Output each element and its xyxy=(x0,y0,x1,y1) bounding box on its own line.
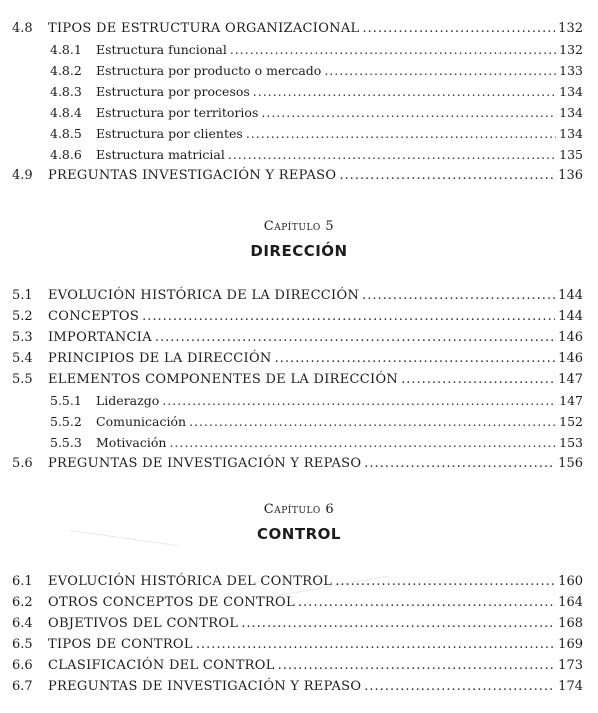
toc-entry-4-8-2 xyxy=(0,61,598,81)
entry-title: CLASIFICACIÓN DEL CONTROL xyxy=(48,658,275,673)
entry-title: Estructura por territorios xyxy=(96,105,259,120)
dot-leader xyxy=(335,572,555,592)
dot-leader xyxy=(155,328,555,348)
entry-page: 133 xyxy=(559,63,583,78)
entry-title: Comunicación xyxy=(96,414,187,429)
dot-leader xyxy=(339,166,555,186)
entry-page: 173 xyxy=(558,658,583,673)
dot-leader xyxy=(169,433,556,453)
entry-number: 5.5.1 xyxy=(50,393,82,408)
entry-page: 156 xyxy=(558,456,583,471)
dot-leader xyxy=(364,454,555,474)
dot-leader xyxy=(261,103,556,123)
entry-page: 169 xyxy=(558,637,583,652)
chapter-title: DIRECCIÓN xyxy=(250,242,348,260)
entry-title: Motivación xyxy=(96,435,167,450)
entry-title: OBJETIVOS DEL CONTROL xyxy=(48,616,239,631)
dot-leader xyxy=(246,124,556,144)
toc-entry-5-5-2 xyxy=(0,412,598,432)
entry-page: 164 xyxy=(558,595,583,610)
entry-title: PREGUNTAS INVESTIGACIÓN Y REPASO xyxy=(48,168,337,183)
entry-number: 5.6 xyxy=(12,456,33,471)
dot-leader xyxy=(362,19,555,39)
chapter-label: Capítulo 5 xyxy=(263,219,335,234)
entry-page: 134 xyxy=(559,84,583,99)
dot-leader xyxy=(298,593,555,613)
dot-leader xyxy=(241,614,555,634)
entry-page: 174 xyxy=(558,679,583,694)
entry-title: TIPOS DE ESTRUCTURA ORGANIZACIONAL xyxy=(48,21,360,36)
toc-entry-5-5-1 xyxy=(0,391,598,411)
dot-leader xyxy=(401,370,555,390)
entry-title: IMPORTANCIA xyxy=(48,330,152,345)
entry-number: 6.7 xyxy=(12,679,33,694)
toc-entry-4-9 xyxy=(0,166,598,186)
dot-leader xyxy=(196,635,555,655)
toc-entry-6-7 xyxy=(0,677,598,697)
entry-number: 6.2 xyxy=(12,595,33,610)
toc-entry-6-5 xyxy=(0,635,598,655)
entry-title: Estructura por clientes xyxy=(96,126,243,141)
entry-page: 147 xyxy=(559,393,583,408)
toc-entry-5-2 xyxy=(0,307,598,327)
entry-number: 4.8.3 xyxy=(50,84,82,99)
entry-title: OTROS CONCEPTOS DE CONTROL xyxy=(48,595,295,610)
toc-entry-6-4 xyxy=(0,614,598,634)
entry-number: 6.6 xyxy=(12,658,33,673)
entry-number: 5.1 xyxy=(12,288,33,303)
entry-number: 5.5.3 xyxy=(50,435,82,450)
entry-number: 5.2 xyxy=(12,309,33,324)
entry-page: 135 xyxy=(559,147,583,162)
toc-entry-4-8 xyxy=(0,19,598,39)
entry-page: 146 xyxy=(558,351,583,366)
dot-leader xyxy=(230,40,556,60)
dot-leader xyxy=(362,286,555,306)
entry-page: 147 xyxy=(558,372,583,387)
entry-number: 4.8.2 xyxy=(50,63,82,78)
entry-number: 6.1 xyxy=(12,574,33,589)
entry-number: 5.5 xyxy=(12,372,33,387)
toc-entry-4-8-6 xyxy=(0,145,598,165)
toc-entry-4-8-1 xyxy=(0,40,598,60)
entry-page: 160 xyxy=(558,574,583,589)
dot-leader xyxy=(253,82,556,102)
entry-title: Estructura funcional xyxy=(96,42,227,57)
entry-number: 5.4 xyxy=(12,351,33,366)
entry-title: PRINCIPIOS DE LA DIRECCIÓN xyxy=(48,351,272,366)
chapter-title: CONTROL xyxy=(257,525,341,543)
entry-page: 132 xyxy=(559,42,583,57)
toc-entry-4-8-4 xyxy=(0,103,598,123)
entry-title: PREGUNTAS DE INVESTIGACIÓN Y REPASO xyxy=(48,456,362,471)
toc-entry-5-4 xyxy=(0,349,598,369)
dot-leader xyxy=(228,145,556,165)
dot-leader xyxy=(364,677,555,697)
entry-page: 168 xyxy=(558,616,583,631)
toc-entry-6-2 xyxy=(0,593,598,613)
toc-entry-5-5-3 xyxy=(0,433,598,453)
entry-number: 6.4 xyxy=(12,616,33,631)
dot-leader xyxy=(275,349,556,369)
entry-title: CONCEPTOS xyxy=(48,309,140,324)
entry-number: 4.8.4 xyxy=(50,105,82,120)
entry-number: 4.8.5 xyxy=(50,126,82,141)
entry-page: 146 xyxy=(558,330,583,345)
entry-page: 134 xyxy=(559,126,583,141)
toc-entry-6-6 xyxy=(0,656,598,676)
dot-leader xyxy=(189,412,556,432)
entry-title: Estructura matricial xyxy=(96,147,225,162)
entry-page: 152 xyxy=(559,414,583,429)
toc-entry-5-3 xyxy=(0,328,598,348)
entry-title: EVOLUCIÓN HISTÓRICA DEL CONTROL xyxy=(48,574,333,589)
entry-number: 4.9 xyxy=(12,168,33,183)
toc-entry-5-6 xyxy=(0,454,598,474)
entry-page: 153 xyxy=(559,435,583,450)
entry-number: 4.8 xyxy=(12,21,33,36)
entry-number: 4.8.6 xyxy=(50,147,82,162)
entry-title: PREGUNTAS DE INVESTIGACIÓN Y REPASO xyxy=(48,679,362,694)
dot-leader xyxy=(142,307,555,327)
entry-page: 136 xyxy=(558,168,583,183)
toc-entry-6-1 xyxy=(0,572,598,592)
entry-title: Liderazgo xyxy=(96,393,160,408)
entry-title: Estructura por producto o mercado xyxy=(96,63,322,78)
toc-entry-4-8-5 xyxy=(0,124,598,144)
entry-title: TIPOS DE CONTROL xyxy=(48,637,193,652)
toc-entry-5-5 xyxy=(0,370,598,390)
entry-page: 134 xyxy=(559,105,583,120)
entry-number: 5.3 xyxy=(12,330,33,345)
toc-entry-5-1 xyxy=(0,286,598,306)
entry-number: 6.5 xyxy=(12,637,33,652)
dot-leader xyxy=(278,656,556,676)
entry-title: ELEMENTOS COMPONENTES DE LA DIRECCIÓN xyxy=(48,372,399,387)
entry-page: 144 xyxy=(558,288,583,303)
entry-number: 4.8.1 xyxy=(50,42,82,57)
toc-entry-4-8-3 xyxy=(0,82,598,102)
dot-leader xyxy=(162,391,556,411)
dot-leader xyxy=(324,61,556,81)
entry-title: EVOLUCIÓN HISTÓRICA DE LA DIRECCIÓN xyxy=(48,288,360,303)
entry-page: 144 xyxy=(558,309,583,324)
entry-page: 132 xyxy=(558,21,583,36)
chapter-label: Capítulo 6 xyxy=(263,502,335,517)
entry-title: Estructura por procesos xyxy=(96,84,250,99)
entry-number: 5.5.2 xyxy=(50,414,82,429)
